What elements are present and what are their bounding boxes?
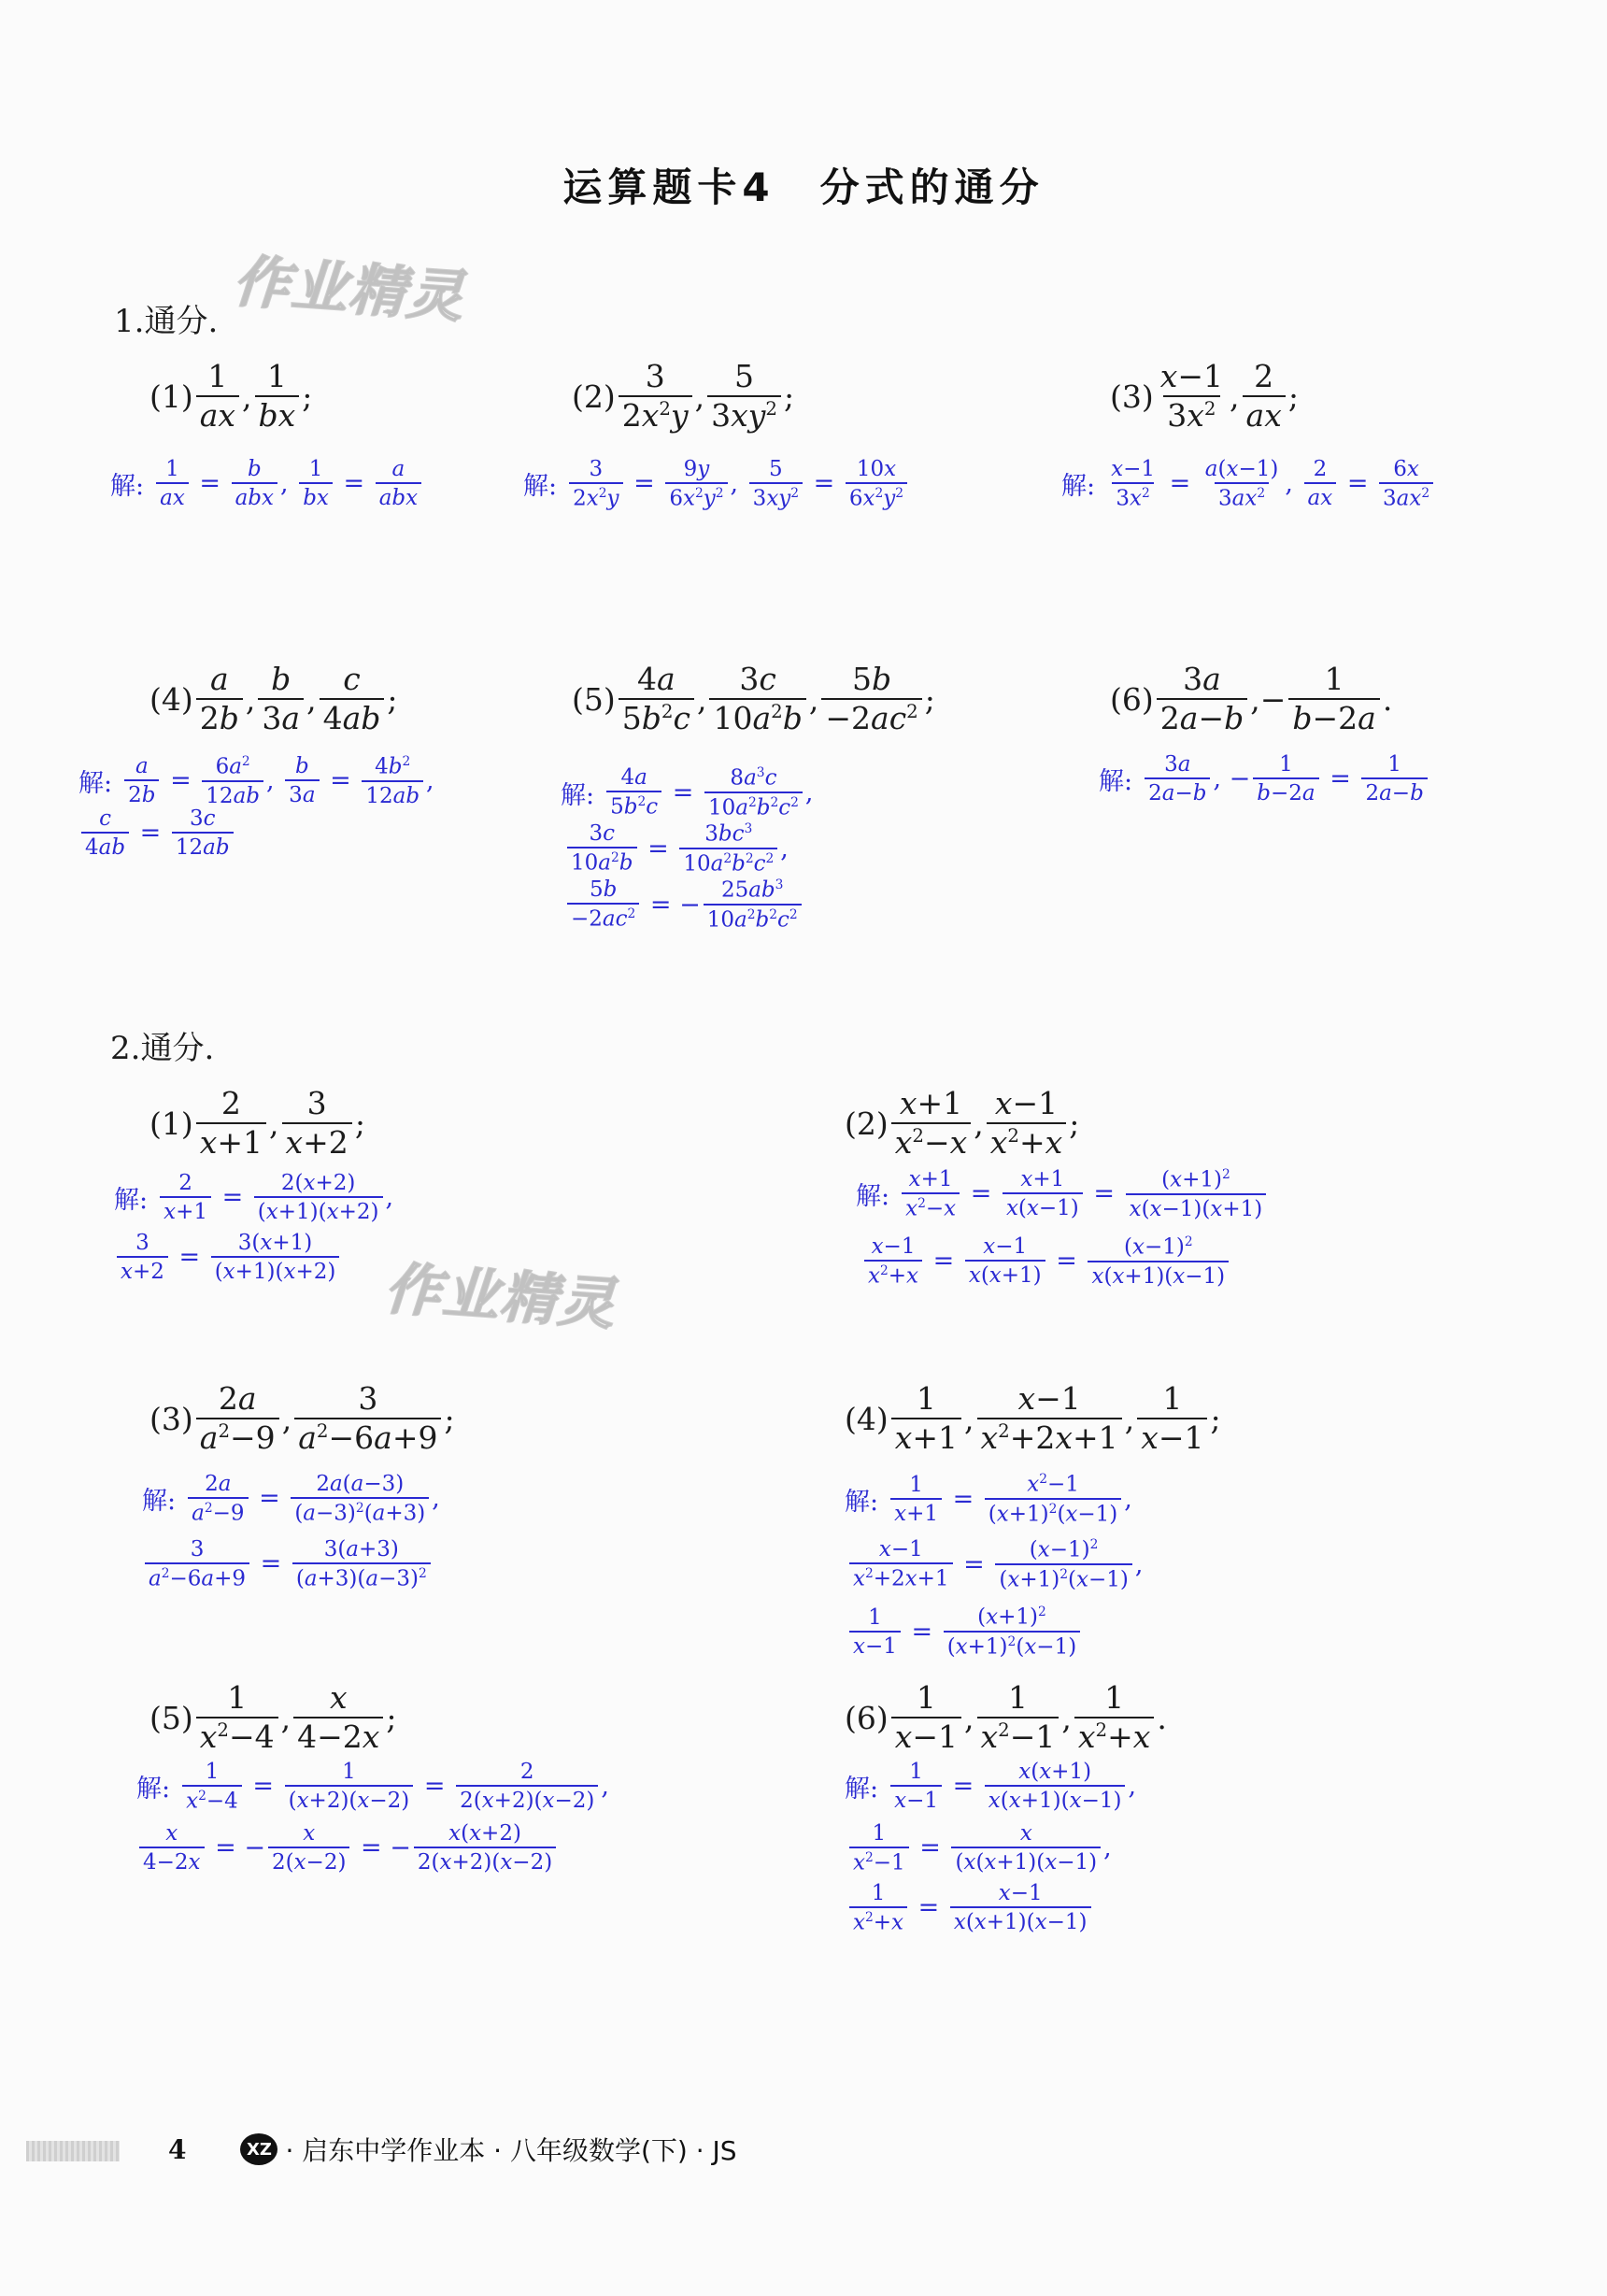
q1-6-question: (6) $\frac{3a}{2a-b}$ ,− $\frac{1}{b-2a}$ . bbox=[1110, 661, 1393, 736]
q2-2-question: (2) $\frac{x+1}{x^2-x}$ , $\frac{x-1}{x^2+x}$ ; bbox=[845, 1085, 1080, 1161]
q2-4-answer-c: $\frac{1}{x-1}$ = $\frac{(x+1)^2}{(x+1)^2(x-1)}$ bbox=[846, 1605, 1083, 1659]
answer-label: 解: bbox=[142, 1487, 177, 1517]
q2-4-question: (4) $\frac{1}{x+1}$ , $\frac{x-1}{x^2+2x+1}$ , $\frac{1}{x-1}$ ; bbox=[845, 1380, 1221, 1456]
answer-label: 解: bbox=[561, 780, 595, 810]
q1-4-question: (4) $\frac{a}{2b}$ , $\frac{b}{3a}$ , $\frac{c}{4ab}$ ; bbox=[149, 661, 398, 736]
q2-3-question: (3) $\frac{2a}{a^2-9}$ , $\frac{3}{a^2-6a+9}$ ; bbox=[149, 1380, 455, 1456]
answer-label: 解: bbox=[110, 472, 145, 502]
q1-2-number: (2) bbox=[572, 378, 616, 415]
q2-3-answer-b: $\frac{3}{a^2-6a+9}$ = $\frac{3(a+3)}{(a+3)(a-3)^2}$ bbox=[142, 1538, 434, 1590]
section-1-label: 1.通分. bbox=[114, 303, 219, 340]
q2-6-number: (6) bbox=[845, 1699, 889, 1736]
q1-2-answer: 解: $\frac{3}{2x^2y}$ = $\frac{9y}{6x^2y^2}$ , $\frac{5}{3xy^2}$ = $\frac{10x}{6x^2y^2}$ bbox=[523, 458, 910, 510]
q1-2-question: (2) $\frac{3}{2x^2y}$ , $\frac{5}{3xy^2}$ ; bbox=[572, 358, 795, 434]
q2-2-number: (2) bbox=[845, 1105, 889, 1142]
q2-1-answer-b: $\frac{3}{x+2}$ = $\frac{3(x+1)}{(x+1)(x+2)}$ bbox=[114, 1232, 342, 1283]
page-number: 4 bbox=[168, 2133, 187, 2165]
q2-4-answer-b: $\frac{x-1}{x^2+2x+1}$ = $\frac{(x-1)^2}{(x+1)^2(x-1)}$ , bbox=[846, 1538, 1143, 1591]
q2-1-answer-a: 解: $\frac{2}{x+1}$ = $\frac{2(x+2)}{(x+1)(x+2)}$ , bbox=[114, 1171, 394, 1225]
answer-label: 解: bbox=[1099, 767, 1133, 797]
q1-5-answer-a: 解: $\frac{4a}{5b^2c}$ = $\frac{8a^3c}{10a^2b^2c^2}$ , bbox=[561, 765, 814, 820]
footer-barcode-strip bbox=[26, 2141, 120, 2161]
answer-label: 解: bbox=[523, 472, 558, 502]
q1-3-answer: 解: $\frac{x-1}{3x^2}$ = $\frac{a(x-1)}{3ax^2}$ , $\frac{2}{ax}$ = $\frac{6x}{3ax^2}$ bbox=[1061, 458, 1436, 510]
watermark-middle: 作业精灵 bbox=[382, 1256, 619, 1338]
q1-1-question: (1) $\frac{1}{ax}$ , $\frac{1}{bx}$ ; bbox=[149, 358, 313, 434]
q2-3-number: (3) bbox=[149, 1400, 193, 1437]
q1-1-answer: 解: $\frac{1}{ax}$ = $\frac{b}{\text{abx}}$ , $\frac{1}{bx}$ = $\frac{a}{\text{abx}}$ bbox=[110, 458, 424, 509]
q2-6-answer-a: 解: $\frac{1}{x-1}$ = $\frac{x(x+1)}{x(x+1)(x-1)}$ , bbox=[845, 1760, 1137, 1814]
q2-4-answer-a: 解: $\frac{1}{x+1}$ = $\frac{x^2-1}{(x+1)^2(x-1)}$ , bbox=[845, 1472, 1132, 1527]
q2-5-answer-a: 解: $\frac{1}{x^2-4}$ = $\frac{1}{(x+2)(x-2)}$ = $\frac{2}{2(x+2)(x-2)}$ , bbox=[136, 1760, 609, 1814]
footer-text: · 启东中学作业本 · 八年级数学(下) · JS bbox=[285, 2135, 737, 2166]
q1-3-number: (3) bbox=[1110, 378, 1154, 415]
q2-5-question: (5) $\frac{1}{x^2-4}$ , $\frac{x}{4-2x}$ ; bbox=[149, 1679, 397, 1755]
q2-1-question: (1) $\frac{2}{x+1}$ , $\frac{3}{x+2}$ ; bbox=[149, 1085, 365, 1161]
q2-6-question: (6) $\frac{1}{x-1}$ , $\frac{1}{x^2-1}$ , $\frac{1}{x^2+x}$ . bbox=[845, 1679, 1167, 1755]
answer-label: 解: bbox=[1061, 472, 1096, 502]
q2-6-answer-c: $\frac{1}{x^2+x}$ = $\frac{x-1}{x(x+1)(x-1)}$ bbox=[846, 1882, 1094, 1934]
q2-2-answer-b: $\frac{x-1}{x^2+x}$ = $\frac{x-1}{x(x+1)}$ = $\frac{(x-1)^2}{x(x+1)(x-1)}$ bbox=[861, 1235, 1231, 1288]
q2-3-answer-a: 解: $\frac{2a}{a^2-9}$ = $\frac{2a(a-3)}{(a-3)^2(a+3)}$ , bbox=[142, 1472, 440, 1526]
q1-5-number: (5) bbox=[572, 680, 616, 718]
q2-2-answer-a: 解: $\frac{x+1}{x^2-x}$ = $\frac{x+1}{x(x-1)}$ = $\frac{(x+1)^2}{x(x-1)(x+1)}$ bbox=[856, 1168, 1269, 1220]
q2-4-number: (4) bbox=[845, 1400, 889, 1437]
footer bbox=[168, 2131, 737, 2168]
q1-4-answer-a: 解: $\frac{a}{2b}$ = $\frac{6a^2}{12ab}$ , $\frac{b}{3a}$ = $\frac{4b^2}{12ab}$ , bbox=[78, 754, 434, 808]
q1-4-number: (4) bbox=[149, 680, 193, 718]
q2-1-number: (1) bbox=[149, 1105, 193, 1142]
q1-5-question: (5) $\frac{4a}{5b^2c}$ , $\frac{3c}{10a^2b}$ , $\frac{5b}{-2ac^2}$ ; bbox=[572, 661, 935, 736]
answer-label: 解: bbox=[78, 769, 113, 799]
q1-6-answer: 解: $\frac{3a}{2a-b}$ , − $\frac{1}{b-2a}$ = $\frac{1}{2a-b}$ bbox=[1099, 753, 1430, 805]
answer-label: 解: bbox=[845, 1775, 879, 1804]
q1-5-answer-c: $\frac{5b}{-2ac^2}$ = − $\frac{25ab^3}{10a^2b^2c^2}$ bbox=[564, 878, 804, 932]
publisher-logo: XZ bbox=[240, 2133, 277, 2165]
page-title: 运算题卡4 分式的通分 bbox=[562, 164, 1045, 210]
q2-6-answer-b: $\frac{1}{x^2-1}$ = $\frac{x}{(x(x+1)(x-1)}$ , bbox=[846, 1822, 1112, 1875]
answer-label: 解: bbox=[136, 1775, 171, 1804]
q1-6-number: (6) bbox=[1110, 680, 1154, 718]
watermark-top: 作业精灵 bbox=[231, 249, 467, 331]
q1-4-answer-b: $\frac{c}{4ab}$ = $\frac{3c}{12ab}$ bbox=[78, 807, 236, 859]
answer-label: 解: bbox=[114, 1186, 149, 1216]
section-2-label: 2.通分. bbox=[110, 1030, 215, 1067]
answer-label: 解: bbox=[856, 1182, 890, 1212]
q2-5-answer-b: $\frac{x}{4-2x}$ = − $\frac{x}{2(x-2)}$ = − $\frac{x(x+2)}{2(x+2)(x-2)}$ bbox=[136, 1822, 559, 1874]
q1-3-question: (3) $\frac{x-1}{3x^2}$ , $\frac{2}{ax}$ ; bbox=[1110, 358, 1299, 434]
q2-5-number: (5) bbox=[149, 1699, 193, 1736]
q1-5-answer-b: $\frac{3c}{10a^2b}$ = $\frac{3bc^3}{10a^2b^2c^2}$ , bbox=[564, 822, 789, 876]
answer-label: 解: bbox=[845, 1487, 879, 1517]
q1-1-number: (1) bbox=[149, 378, 193, 415]
